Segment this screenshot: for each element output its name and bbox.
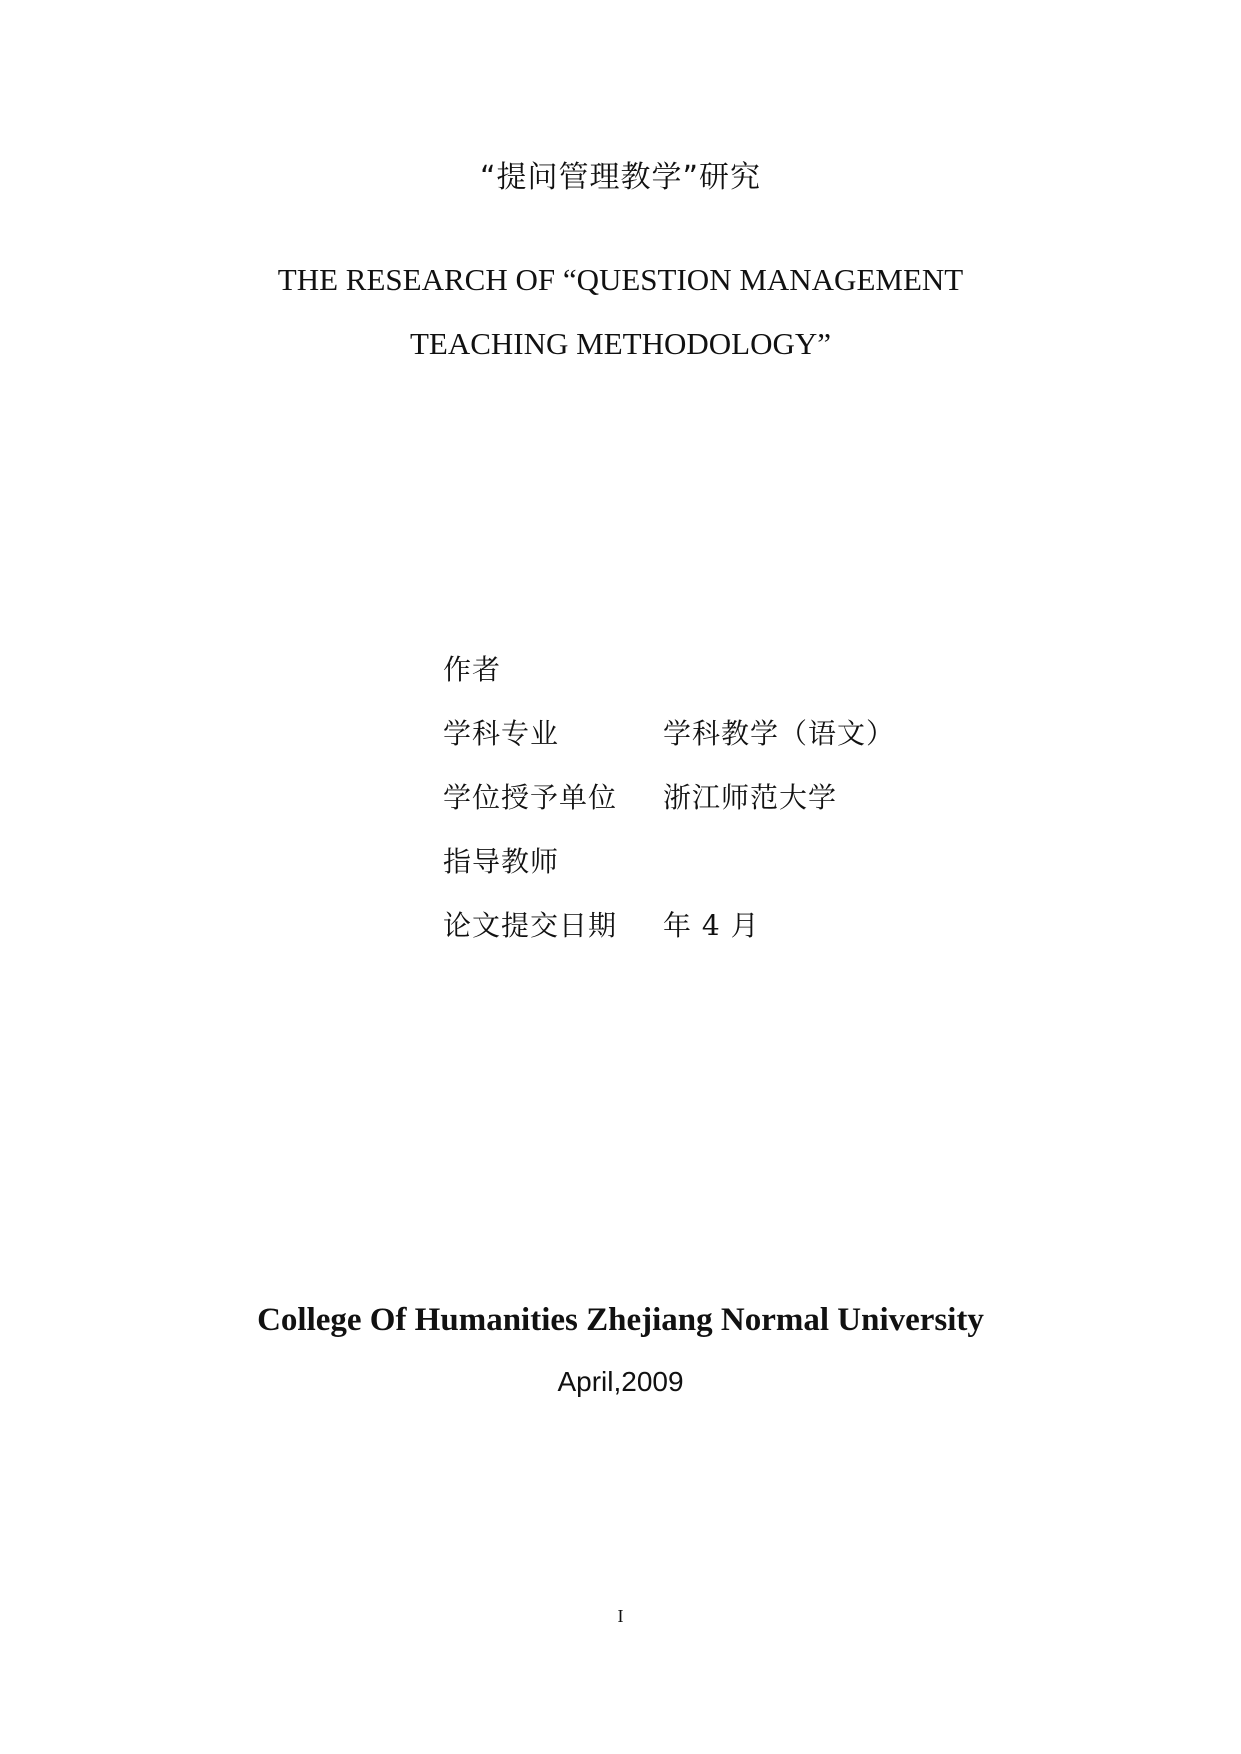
- info-row-author: [443, 652, 895, 716]
- info-value: 学科教学（语文）: [663, 717, 896, 750]
- info-label: 作者: [443, 653, 502, 686]
- thesis-title-english-line-1: THE RESEARCH OF “QUESTION MANAGEMENT: [277, 262, 964, 297]
- thesis-info-block: [443, 652, 895, 972]
- page-number: I: [617, 1606, 624, 1626]
- thesis-title-english-line-2: TEACHING METHODOLOGY”: [409, 326, 831, 361]
- info-row-supervisor: [443, 844, 895, 908]
- info-value: 浙江师范大学: [663, 781, 838, 814]
- thesis-title-chinese: “提问管理教学”研究: [479, 160, 762, 195]
- info-row-submission-date: [443, 908, 895, 972]
- info-row-major: [443, 716, 895, 780]
- info-label: 指导教师: [443, 845, 560, 878]
- info-label: 学位授予单位: [443, 781, 618, 814]
- college-name: College Of Humanities Zhejiang Normal University: [257, 1302, 984, 1338]
- info-row-degree-institution: [443, 780, 895, 844]
- info-label: 学科专业: [443, 717, 560, 750]
- info-value: 年 4 月: [663, 909, 760, 942]
- publication-date: April,2009: [557, 1366, 684, 1397]
- info-label: 论文提交日期: [443, 909, 618, 942]
